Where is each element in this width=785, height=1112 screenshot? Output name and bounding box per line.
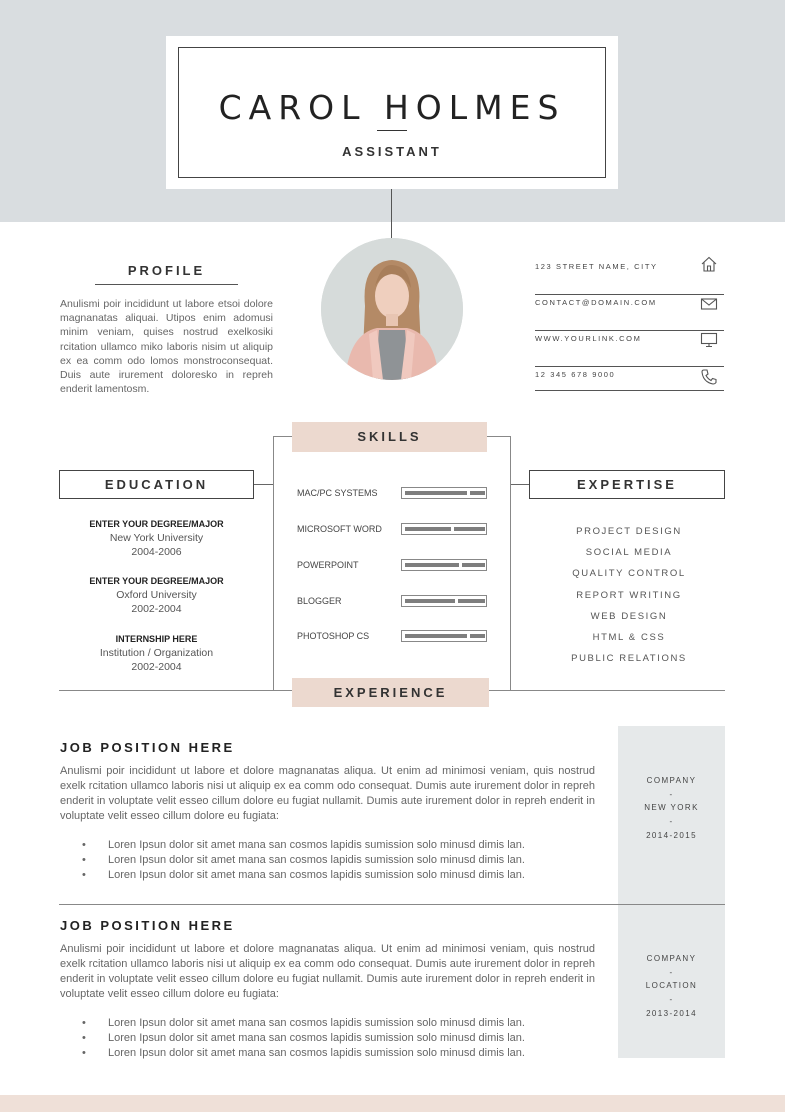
education-school: New York University (109, 532, 204, 544)
skill-bar-remainder (462, 563, 485, 567)
job-bullet: • Loren Ipsun dolor sit amet mana san cosmos lapidis sumission solo minusd dimis lan. (82, 1016, 597, 1031)
footer-band (0, 1095, 785, 1112)
education-connector (254, 484, 273, 485)
expertise-item: QUALITY CONTROL (572, 568, 686, 580)
education-degree: ENTER YOUR DEGREE/MAJOR (89, 519, 224, 529)
contact-address-text: 123 STREET NAME, CITY (535, 262, 658, 271)
expertise-item: HTML & CSS (592, 632, 666, 644)
home-icon (700, 255, 718, 273)
candidate-title: ASSISTANT (342, 144, 442, 159)
education-school: Oxford University (116, 589, 197, 601)
skill-bar (401, 595, 487, 607)
contact-website-text: WWW.YOURLINK.COM (535, 334, 642, 343)
skill-label: MICROSOFT WORD (297, 524, 382, 534)
contact-website (535, 331, 724, 367)
job-company: COMPANY (646, 776, 697, 785)
job-location: NEW YORK (644, 803, 699, 813)
job-years: 2014-2015 (646, 830, 697, 840)
name-divider (377, 130, 407, 131)
job-side-panel (618, 905, 725, 1058)
job-bullet: • Loren Ipsun dolor sit amet mana san cosmos lapidis sumission solo minusd dimis lan. (82, 838, 597, 853)
job-separator: - (669, 995, 674, 1005)
skill-bar-fill (405, 634, 467, 638)
profile-photo (321, 238, 463, 380)
skill-bar-fill (405, 491, 467, 495)
skill-bar-remainder (470, 491, 485, 495)
education-school: Institution / Organization (99, 647, 214, 659)
education-years: 2002-2004 (131, 603, 182, 615)
skill-bar-fill (405, 563, 459, 567)
expertise-connector (511, 484, 529, 485)
contact-phone (535, 367, 724, 391)
education-heading: EDUCATION (59, 470, 254, 499)
skill-bar-remainder (458, 599, 485, 603)
profile-divider (95, 284, 238, 285)
expertise-item: WEB DESIGN (590, 610, 668, 622)
job-bullet: • Loren Ipsun dolor sit amet mana san cosmos lapidis sumission solo minusd dimis lan. (82, 868, 597, 883)
candidate-name: CAROL HOLMES (218, 88, 566, 127)
job-years: 2013-2014 (646, 1008, 697, 1018)
job-bullet: • Loren Ipsun dolor sit amet mana san cosmos lapidis sumission solo minusd dimis lan. (82, 1031, 597, 1046)
expertise-item: PROJECT DESIGN (576, 526, 682, 537)
job-side-panel (618, 726, 725, 904)
envelope-icon (700, 295, 718, 313)
job-bullet: • Loren Ipsun dolor sit amet mana san cosmos lapidis sumission solo minusd dimis lan. (82, 853, 597, 868)
expertise-list (529, 521, 729, 669)
job-bullet: • Loren Ipsun dolor sit amet mana san cosmos lapidis sumission solo minusd dimis lan. (82, 1046, 597, 1061)
header-connector-line (391, 189, 392, 239)
monitor-icon (700, 331, 718, 349)
job-separator: - (669, 817, 674, 827)
job-bullet-list (82, 1016, 597, 1061)
job-title: JOB POSITION HERE (60, 740, 235, 755)
contact-email (535, 295, 724, 331)
expertise-item: PUBLIC RELATIONS (571, 653, 687, 665)
name-card (166, 36, 618, 189)
skill-bar (401, 487, 487, 499)
expertise-item: REPORT WRITING (576, 589, 682, 601)
job-separator: - (669, 789, 674, 799)
portrait-illustration (321, 238, 463, 380)
skill-bar (401, 523, 487, 535)
name-card-frame (178, 47, 606, 178)
contact-address (535, 259, 724, 295)
skill-label: MAC/PC SYSTEMS (297, 488, 378, 498)
education-years: 2002-2004 (131, 661, 182, 673)
skill-bar-remainder (454, 527, 485, 531)
profile-heading: PROFILE (127, 263, 206, 278)
skill-bar-remainder (470, 634, 485, 638)
education-degree: INTERNSHIP HERE (115, 634, 198, 644)
skill-bar (401, 630, 487, 642)
job-bullet-list (82, 838, 597, 883)
contact-phone-text: 12 345 678 9000 (535, 370, 616, 379)
job-location: LOCATION (645, 981, 698, 991)
profile-text: Anulismi poir incididunt ut labore etsoi dolore magnanatas aliquai. Utipos enim adomusi minim veniam, quises nostrud exelkosiki rcitation ullamco miko laboris nisim ut aliquip ex ea comm odo lomos monstroconsequat. Duis aute irurement doloresko in repreh enderit lamentosm. (60, 298, 273, 396)
job-description: Anulismi poir incididunt ut labore et dolore magnanatas aliqua. Ut enim ad minimosi veniam, quis nostrud exelk rcitation ullamco laboris nisi ut aliquip ex ea comm odo consequat. Dumis aute irurement dolor in repreh enderit in voluptate velit esseo cillum dolore eu fugiat nullamit. Dumis aute irurement dolor in repreh enderit in voluptate velit esseo cillum dolore eu fugiata: (60, 765, 595, 822)
job-separator: - (669, 967, 674, 977)
skill-label: BLOGGER (297, 596, 342, 606)
contact-email-text: CONTACT@DOMAIN.COM (535, 298, 657, 307)
skill-label: POWERPOINT (297, 560, 359, 570)
education-entry (59, 518, 254, 559)
job-description: Anulismi poir incididunt ut labore et dolore magnanatas aliqua. Ut enim ad minimosi veniam, quis nostrud exelk rcitation ullamco laboris nisi ut aliquip ex ea comm odo consequat. Dumis aute irurement dolor in repreh enderit in voluptate velit esseo cillum dolore eu fugiat nullamit. Dumis aute irurement dolor in repreh enderit in voluptate velit esseo cillum dolore eu fugiata: (60, 943, 595, 1000)
job-company: COMPANY (646, 954, 697, 963)
experience-heading: EXPERIENCE (292, 678, 489, 707)
skill-bar-fill (405, 599, 455, 603)
skills-heading: SKILLS (292, 422, 487, 452)
job-title: JOB POSITION HERE (60, 918, 235, 933)
expertise-item: SOCIAL MEDIA (585, 547, 673, 559)
skill-bar-fill (405, 527, 451, 531)
skill-label: PHOTOSHOP CS (297, 631, 370, 641)
skill-bar (401, 559, 487, 571)
expertise-heading: EXPERTISE (529, 470, 725, 499)
education-years: 2004-2006 (131, 546, 182, 558)
education-entry (59, 575, 254, 616)
education-degree: ENTER YOUR DEGREE/MAJOR (89, 576, 224, 586)
phone-icon (700, 368, 718, 386)
education-entry (59, 633, 254, 674)
